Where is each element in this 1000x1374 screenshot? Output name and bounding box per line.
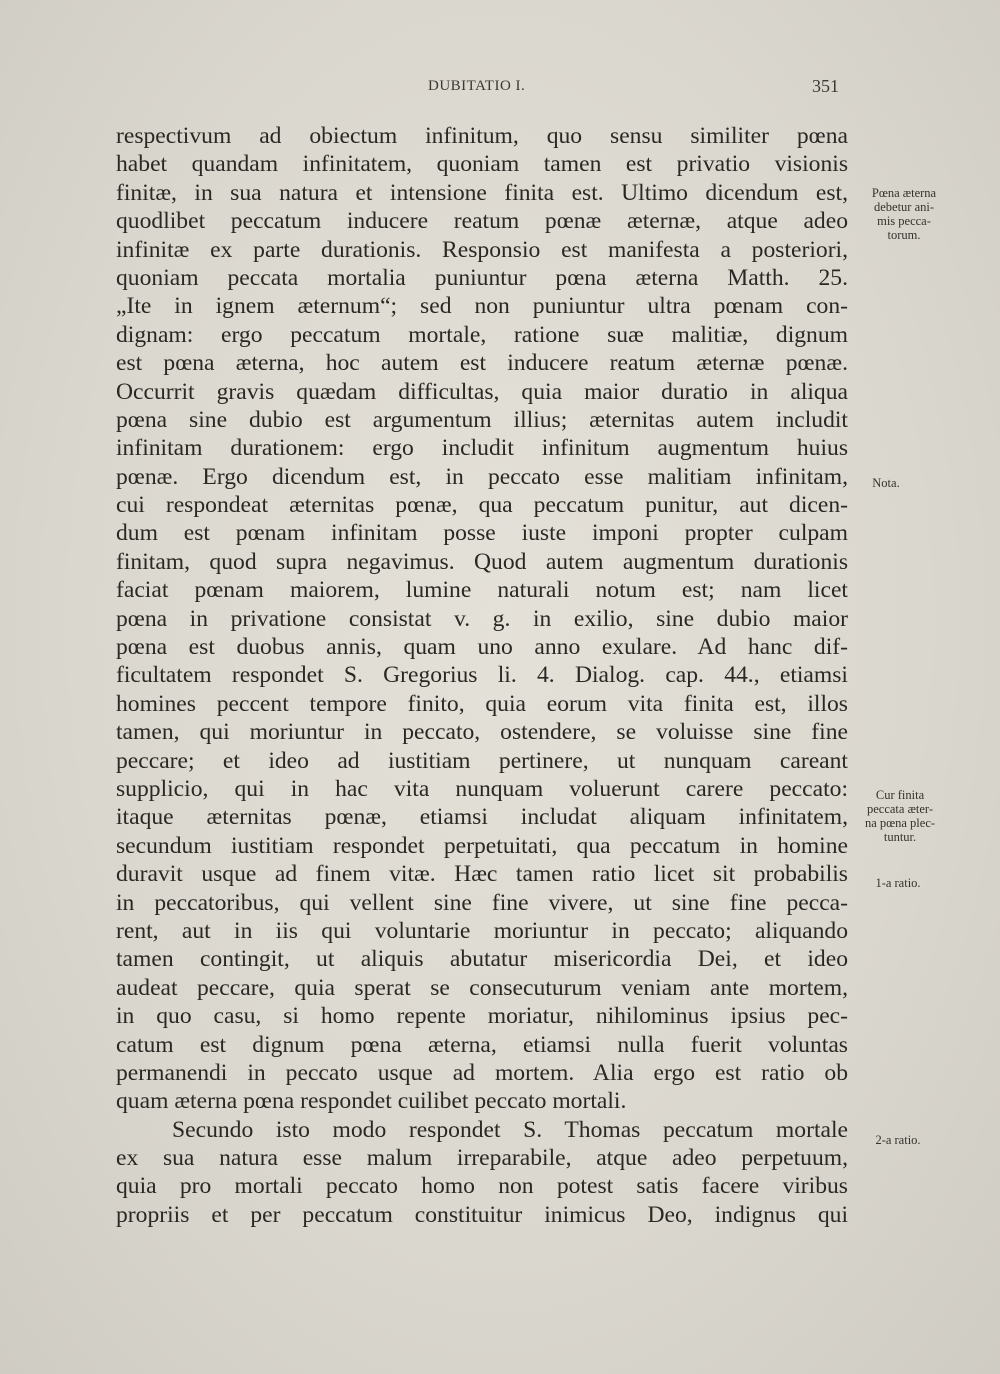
text-line: tamen contingit, ut aliquis abutatur misericordia Dei, et ideo (116, 946, 848, 973)
text-line: pœnæ. Ergo dicendum est, in peccato esse malitiam infinitam, (116, 463, 848, 490)
note-line: tuntur. (883, 830, 917, 844)
body-text (116, 122, 848, 1229)
text-line: duravit usque ad finem vitæ. Hæc tamen ratio licet sit probabilis (116, 861, 848, 888)
text-line: finitæ, in sua natura et intensione finita est. Ultimo dicendum est, (116, 179, 848, 206)
text-line: habet quandam infinitatem, quoniam tamen est privatio visionis (116, 151, 848, 178)
page-number: 351 (812, 76, 839, 96)
text-line: audeat peccare, quia sperat se consecuturum veniam ante mortem, (116, 974, 848, 1001)
note-line: Nota. (872, 476, 900, 490)
text-line: infinitam durationem: ergo includit infinitum augmentum huius (116, 435, 848, 462)
text-line: pœna est duobus annis, quam uno anno exulare. Ad hanc dif- (116, 634, 848, 661)
text-line: propriis et per peccatum constituitur inimicus Deo, indignus qui (116, 1201, 848, 1228)
text-line: ex sua natura esse malum irreparabile, atque adeo perpetuum, (116, 1145, 848, 1172)
text-line: dum est pœnam infinitam posse iuste imponi propter culpam (116, 520, 848, 547)
note-line: debetur ani- (873, 200, 935, 214)
note-line: Cur finita (875, 788, 925, 802)
text-line: ficultatem respondet S. Gregorius li. 4. Dialog. cap. 44., etiamsi (116, 662, 848, 689)
text-line: „Ite in ignem æternum“; sed non puniuntur ultra pœnam con- (116, 293, 848, 320)
text-line: homines peccent tempore finito, quia eorum vita finita est, illos (116, 690, 848, 717)
text-line: catum est dignum pœna æterna, etiamsi nulla fuerit voluntas (116, 1031, 848, 1058)
text-line: finitam, quod supra negavimus. Quod autem augmentum durationis (116, 548, 848, 575)
note-line: 2-a ratio. (875, 1133, 921, 1147)
note-line: mis pecca- (877, 214, 931, 228)
text-line: pœna sine dubio est argumentum illius; æternitas autem includit (116, 406, 848, 433)
text-line: permanendi in peccato usque ad mortem. Alia ergo est ratio ob (116, 1059, 848, 1086)
text-line: infinitæ ex parte durationis. Responsio est manifesta a posteriori, (116, 236, 848, 263)
text-line: tamen, qui moriuntur in peccato, ostendere, se voluisse sine fine (116, 719, 848, 746)
running-head: DUBITATIO I. (428, 78, 526, 94)
note-line: na pœna plec- (864, 816, 936, 830)
text-line: faciat pœnam maiorem, lumine naturali notum est; nam licet (116, 577, 848, 604)
text-line: quoniam peccata mortalia puniuntur pœna æterna Matth. 25. (116, 264, 848, 291)
text-line: in quo casu, si homo repente moriatur, nihilominus ipsius pec- (116, 1003, 848, 1030)
text-line: supplicio, qui in hac vita nunquam voluerunt carere peccato: (116, 775, 848, 802)
note-line: 1-a ratio. (875, 876, 921, 890)
text-line: dignam: ergo peccatum mortale, ratione suæ malitiæ, dignum (116, 321, 848, 348)
text-line: Secundo isto modo respondet S. Thomas peccatum mortale (172, 1116, 848, 1143)
text-line: cui respondeat æternitas pœnæ, qua peccatum punitur, aut dicen- (116, 492, 848, 519)
note-line: Pœna æterna (871, 186, 937, 200)
text-line: quia pro mortali peccato homo non potest satis facere viribus (116, 1173, 848, 1200)
text-line: peccare; et ideo ad iustitiam pertinere, ut nunquam careant (116, 747, 848, 774)
text-line: rent, aut in iis qui voluntarie moriuntur in peccato; aliquando (116, 917, 848, 944)
text-line: in peccatoribus, qui vellent sine fine vivere, ut sine fine pecca- (116, 889, 848, 916)
margin-note-ratio-2 (858, 1133, 938, 1147)
text-line: quam æterna pœna respondet cuilibet peccato mortali. (116, 1088, 627, 1115)
margin-note-nota (856, 476, 916, 490)
text-line: pœna in privatione consistat v. g. in exilio, sine dubio maior (116, 605, 848, 632)
margin-note-poena-aeterna (854, 186, 954, 242)
text-line: quodlibet peccatum inducere reatum pœnæ æternæ, atque adeo (116, 208, 848, 235)
note-line: torum. (887, 228, 921, 242)
margin-note-ratio-1 (858, 876, 938, 890)
text-line: secundum iustitiam respondet perpetuitati, qua peccatum in homine (116, 832, 848, 859)
text-line: Occurrit gravis quædam difficultas, quia maior duratio in aliqua (116, 378, 848, 405)
margin-note-cur-finita (850, 788, 950, 844)
text-line: respectivum ad obiectum infinitum, quo sensu similiter pœna (116, 123, 848, 149)
text-line: itaque æternitas pœnæ, etiamsi includat aliquam infinitatem, (116, 804, 848, 831)
text-line: est pœna æterna, hoc autem est inducere reatum æternæ pœnæ. (116, 350, 848, 377)
note-line: peccata æter- (866, 802, 934, 816)
